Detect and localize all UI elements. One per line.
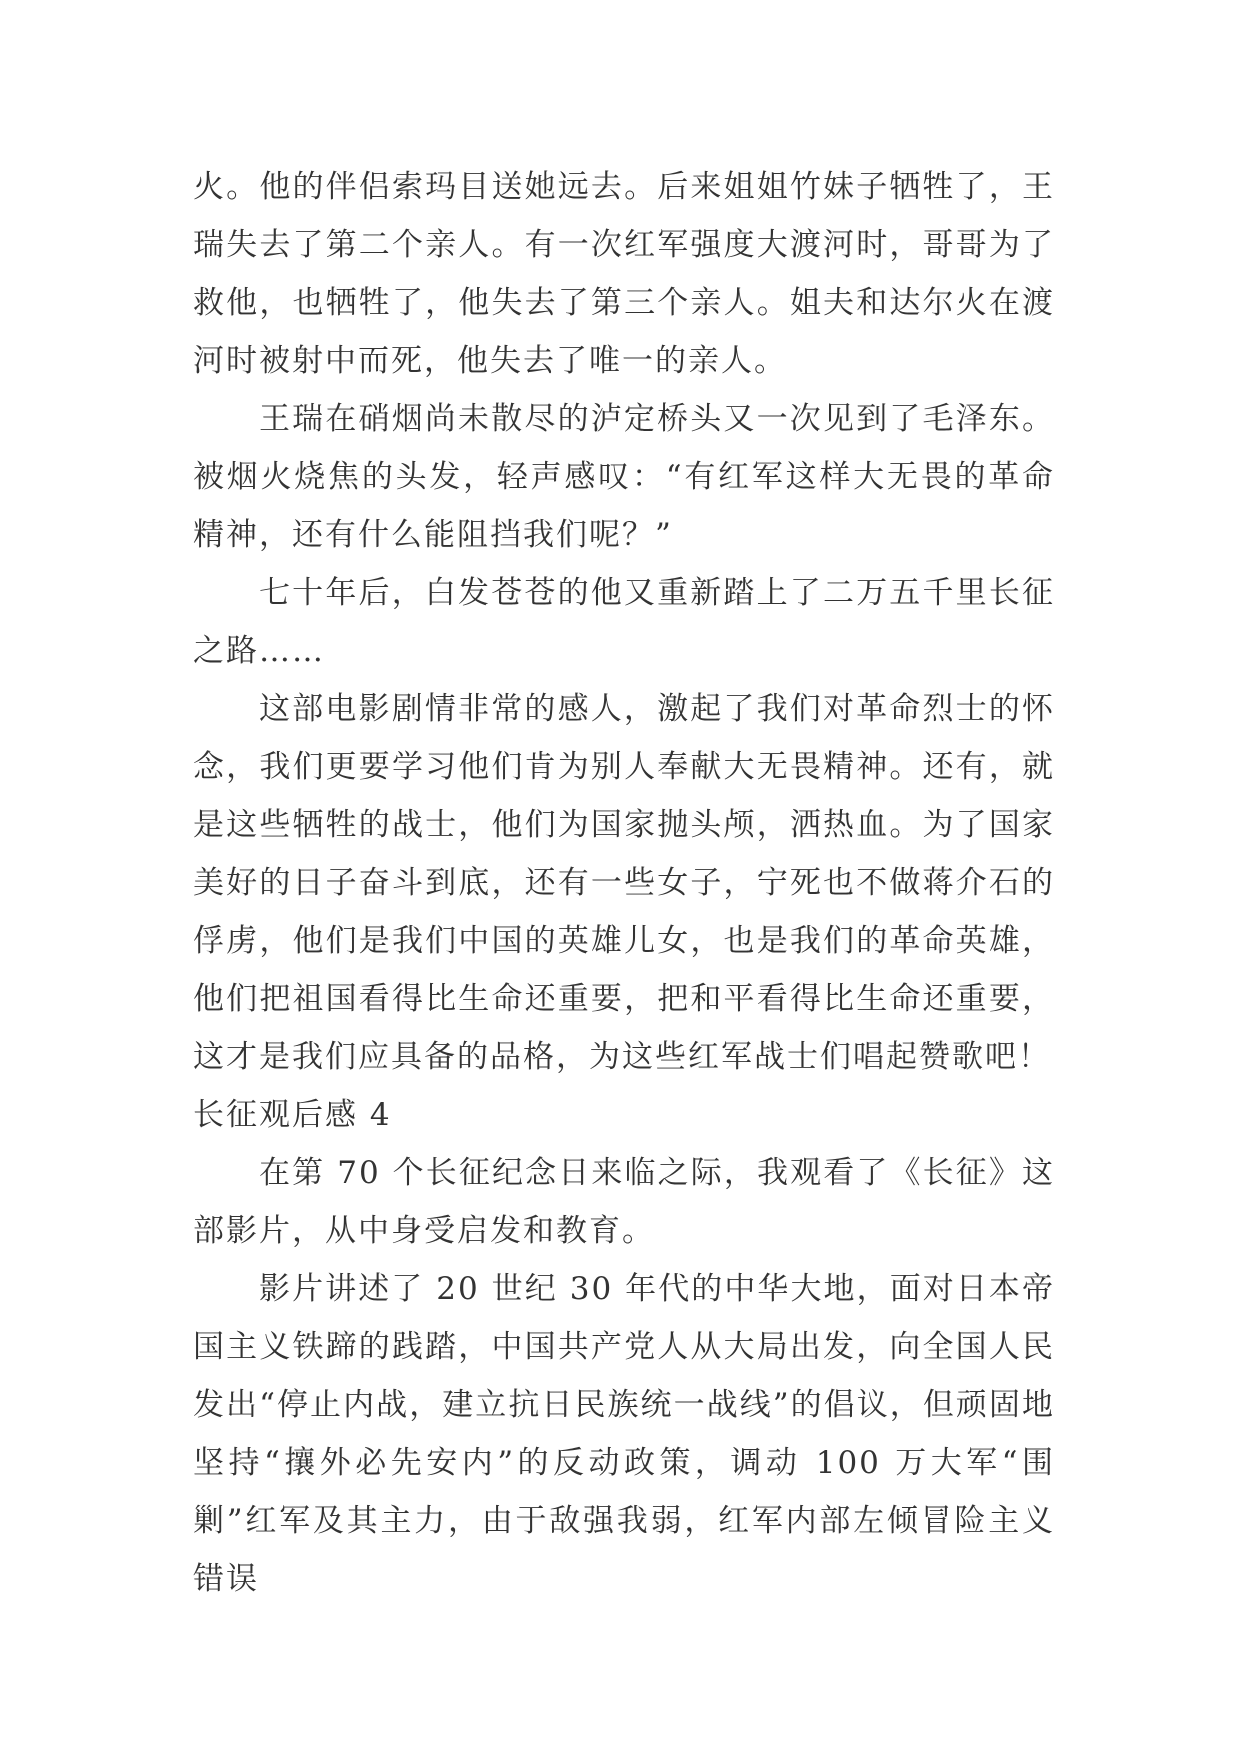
paragraph-1: 火。他的伴侣索玛目送她远去。后来姐姐竹妹子牺牲了，王瑞失去了第二个亲人。有一次红军强度大渡河时，哥哥为了救他，也牺牲了，他失去了第三个亲人。姐夫和达尔火在渡河时被射中而死，他失去了唯一的亲人。 — [193, 169, 1055, 379]
paragraph-3: 七十年后，白发苍苍的他又重新踏上了二万五千里长征之路…… — [193, 575, 1055, 669]
paragraph-2: 王瑞在硝烟尚未散尽的泸定桥头又一次见到了毛泽东。被烟火烧焦的头发，轻声感叹：“有红军这样大无畏的革命精神，还有什么能阻挡我们呢？” — [193, 401, 1055, 553]
section-heading: 长征观后感 4 — [193, 1097, 392, 1133]
paragraph-5: 在第 70 个长征纪念日来临之际，我观看了《长征》这部影片，从中身受启发和教育。 — [193, 1155, 1055, 1249]
document-body — [193, 158, 1055, 1608]
paragraph-6: 影片讲述了 20 世纪 30 年代的中华大地，面对日本帝国主义铁蹄的践踏，中国共产党人从大局出发，向全国人民发出“停止内战，建立抗日民族统一战线”的倡议，但顽固地坚持“攘外必先安内”的反动政策，调动 100 万大军“围剿”红军及其主力，由于敌强我弱，红军内部左倾冒险主义错误 — [193, 1271, 1055, 1597]
paragraph-4: 这部电影剧情非常的感人，激起了我们对革命烈士的怀念，我们更要学习他们肯为别人奉献大无畏精神。还有，就是这些牺牲的战士，他们为国家抛头颅，洒热血。为了国家美好的日子奋斗到底，还有一些女子，宁死也不做蒋介石的俘虏，他们是我们中国的英雄儿女，也是我们的革命英雄，他们把祖国看得比生命还重要，把和平看得比生命还重要，这才是我们应具备的品格，为这些红军战士们唱起赞歌吧！ — [193, 691, 1055, 1075]
